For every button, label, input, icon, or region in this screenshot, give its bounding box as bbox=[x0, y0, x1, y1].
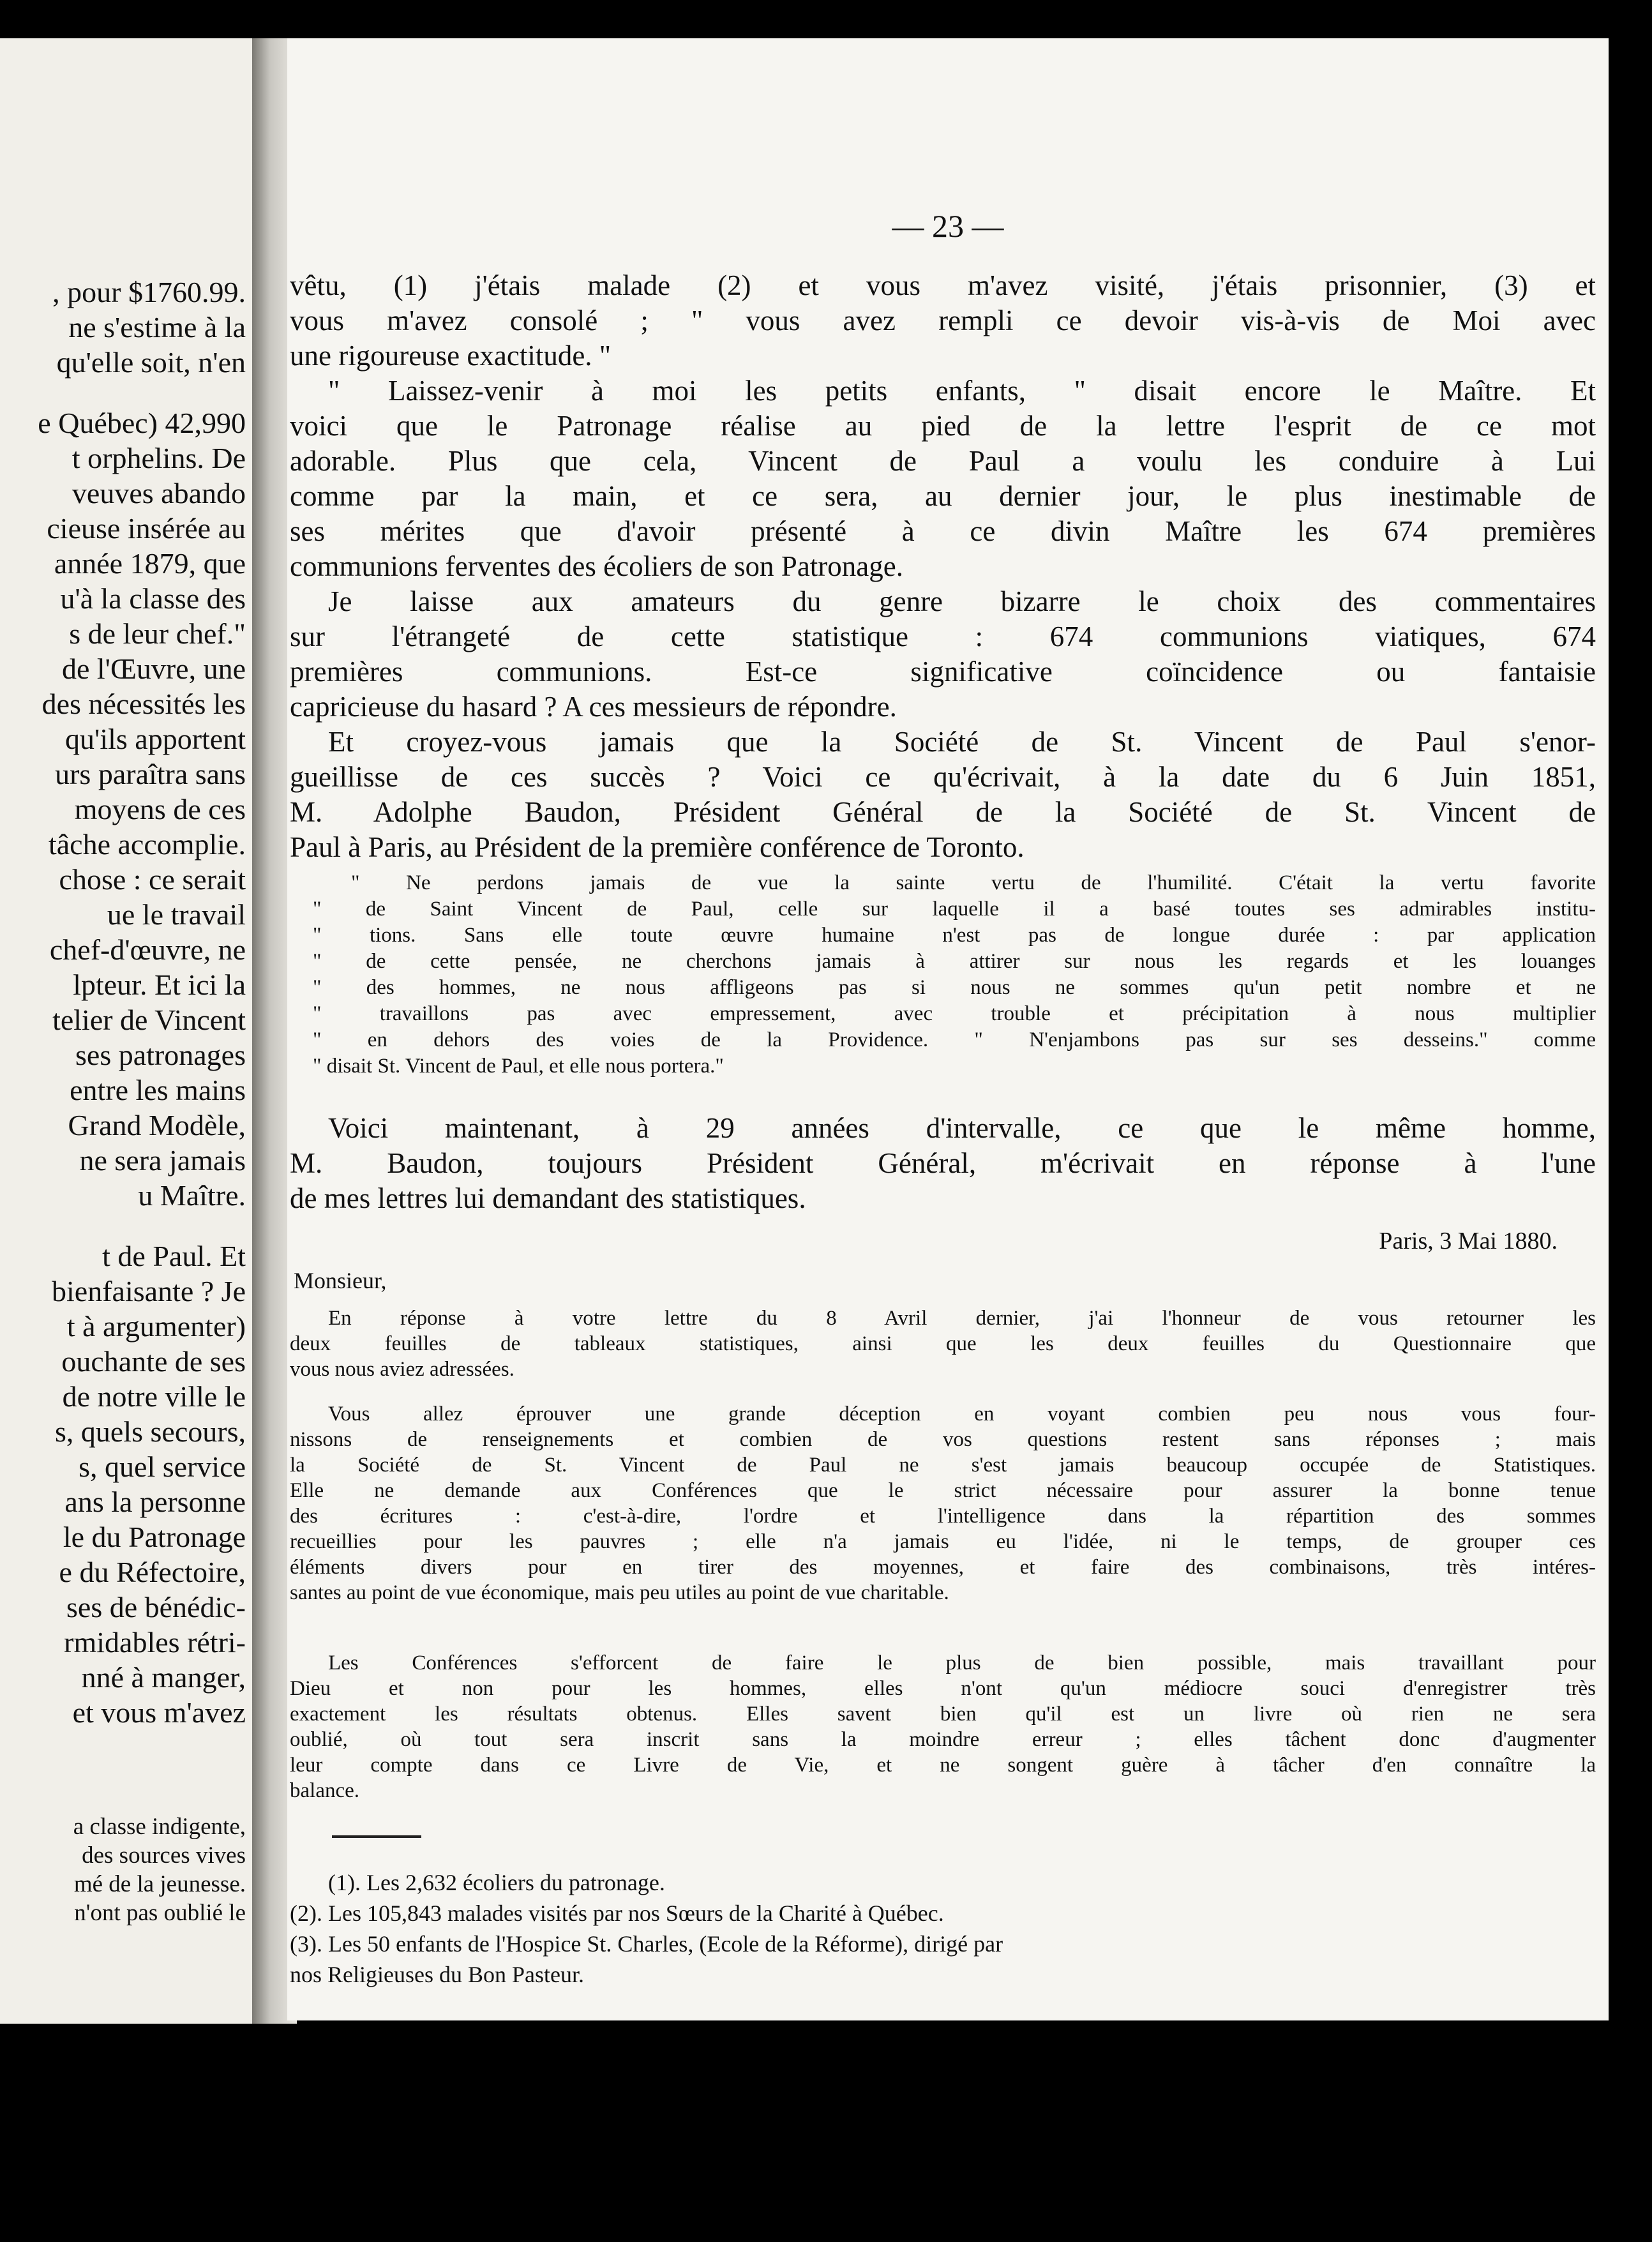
paragraph-2 bbox=[290, 373, 1596, 584]
left-text-line: ses patronages bbox=[75, 1039, 246, 1071]
text-line: En réponse à votre lettre du 8 Avril dernier, j'ai l'honneur de vous retourner les bbox=[328, 1307, 1596, 1330]
left-note-line: des sources vives bbox=[82, 1842, 246, 1869]
left-text-line: ne sera jamais bbox=[79, 1144, 246, 1177]
left-text-line: telier de Vincent bbox=[52, 1004, 246, 1036]
left-text-line: chef-d'œuvre, ne bbox=[49, 933, 246, 966]
text-line: recueillies pour les pauvres ; elle n'a jamais eu l'idée, ni le temps, de grouper ces bbox=[290, 1530, 1596, 1553]
text-line: " travaillons pas avec empressement, avec trouble et précipitation à nous multiplier bbox=[313, 1002, 1596, 1025]
left-text-line: urs paraîtra sans bbox=[55, 758, 246, 790]
quote-block bbox=[313, 870, 1596, 1080]
left-text-line: ue le travail bbox=[107, 898, 246, 931]
left-text-line: et vous m'avez bbox=[72, 1696, 246, 1729]
left-text-line: e du Réfectoire, bbox=[59, 1556, 246, 1588]
left-text-line: Grand Modèle, bbox=[68, 1109, 246, 1141]
text-line: oublié, où tout sera inscrit sans la moindre erreur ; elles tâchent donc d'augmenter bbox=[290, 1728, 1596, 1751]
text-line: Voici maintenant, à 29 années d'intervalle, ce que le même homme, bbox=[328, 1112, 1596, 1144]
text-line: de mes lettres lui demandant des statistiques. bbox=[290, 1182, 806, 1214]
left-text-line: des nécessités les bbox=[41, 688, 246, 720]
paragraph-1 bbox=[290, 268, 1596, 373]
letter-salutation: Monsieur, bbox=[294, 1268, 387, 1293]
left-text-line: t à argumenter) bbox=[66, 1310, 246, 1343]
text-line: la Société de St. Vincent de Paul ne s'est jamais beaucoup occupée de Statistiques. bbox=[290, 1454, 1596, 1477]
text-line: M. Baudon, toujours Président Général, m'écrivait en réponse à l'une bbox=[290, 1147, 1596, 1179]
left-text-line: s, quels secours, bbox=[55, 1415, 246, 1448]
text-line: exactement les résultats obtenus. Elles savent bien qu'il est un livre où rien ne sera bbox=[290, 1703, 1596, 1726]
left-text-line: année 1879, que bbox=[54, 547, 246, 580]
left-text-line: qu'elle soit, n'en bbox=[56, 346, 246, 379]
text-line: " tions. Sans elle toute œuvre humaine n'est pas de longue durée : par application bbox=[313, 924, 1596, 947]
left-text-line: de l'Œuvre, une bbox=[61, 652, 246, 685]
page-number: — 23 — bbox=[892, 208, 1004, 244]
left-text-line: cieuse insérée au bbox=[47, 512, 246, 545]
left-text-line: moyens de ces bbox=[74, 793, 246, 825]
left-text-line: lpteur. Et ici la bbox=[73, 968, 246, 1001]
text-line: leur compte dans ce Livre de Vie, et ne songent guère à tâcher d'en connaître la bbox=[290, 1754, 1596, 1777]
text-line: Et croyez-vous jamais que la Société de St. Vincent de Paul s'enor- bbox=[328, 726, 1596, 758]
left-text-line: t orphelins. De bbox=[71, 442, 246, 474]
paragraph-5 bbox=[290, 1111, 1596, 1216]
text-line: (2). Les 105,843 malades visités par nos Sœurs de la Charité à Québec. bbox=[290, 1900, 944, 1926]
letter-paragraph-2 bbox=[290, 1401, 1596, 1606]
text-line: deux feuilles de tableaux statistiques, ainsi que les deux feuilles du Questionnaire que bbox=[290, 1332, 1596, 1355]
text-line: (3). Les 50 enfants de l'Hospice St. Charles, (Ecole de la Réforme), dirigé par bbox=[290, 1931, 1003, 1957]
left-text-line: ne s'estime à la bbox=[68, 311, 246, 343]
text-line: sur l'étrangeté de cette statistique : 674 communions viatiques, 674 bbox=[290, 621, 1596, 652]
left-note-line: a classe indigente, bbox=[73, 1814, 246, 1840]
left-text-line: qu'ils apportent bbox=[65, 723, 246, 755]
text-line: voici que le Patronage réalise au pied de la lettre l'esprit de ce mot bbox=[290, 410, 1596, 442]
left-text-line: nné à manger, bbox=[81, 1661, 246, 1694]
text-line: Paul à Paris, au Président de la première conférence de Toronto. bbox=[290, 831, 1025, 863]
text-line: Vous allez éprouver une grande déception en voyant combien peu nous vous four- bbox=[328, 1403, 1596, 1426]
paragraph-3 bbox=[290, 584, 1596, 725]
left-text-line: bienfaisante ? Je bbox=[52, 1275, 246, 1307]
left-note-line: n'ont pas oublié le bbox=[74, 1900, 246, 1926]
left-text-line: ses de bénédic- bbox=[66, 1591, 246, 1623]
text-line: adorable. Plus que cela, Vincent de Paul a voulu les conduire à Lui bbox=[290, 445, 1596, 477]
left-text-line: u Maître. bbox=[138, 1179, 246, 1212]
left-text-line: entre les mains bbox=[70, 1074, 246, 1106]
text-line: communions ferventes des écoliers de son Patronage. bbox=[290, 550, 903, 582]
left-note-line: mé de la jeunesse. bbox=[73, 1871, 246, 1897]
text-line: premières communions. Est-ce significative coïncidence ou fantaisie bbox=[290, 656, 1596, 688]
text-line: santes au point de vue économique, mais peu utiles au point de vue charitable. bbox=[290, 1581, 949, 1604]
text-line: Les Conférences s'efforcent de faire le plus de bien possible, mais travaillant pour bbox=[328, 1651, 1596, 1674]
left-text-line: s, quel service bbox=[79, 1450, 246, 1483]
text-line: vous m'avez consolé ; " vous avez rempli ce devoir vis-à-vis de Moi avec bbox=[290, 305, 1596, 336]
text-line: balance. bbox=[290, 1779, 360, 1802]
left-text-line: rmidables rétri- bbox=[64, 1626, 246, 1659]
paragraph-4 bbox=[290, 725, 1596, 865]
text-line: " de cette pensée, ne cherchons jamais à attirer sur nous les regards et les louanges bbox=[313, 950, 1596, 973]
left-text-line: u'à la classe des bbox=[60, 582, 246, 615]
left-text-line: ouchante de ses bbox=[61, 1345, 246, 1378]
text-line: ses mérites que d'avoir présenté à ce divin Maître les 674 premières bbox=[290, 515, 1596, 547]
letter-date: Paris, 3 Mai 1880. bbox=[1379, 1228, 1558, 1254]
left-page-fragment bbox=[0, 38, 252, 2024]
text-line: (1). Les 2,632 écoliers du patronage. bbox=[328, 1870, 665, 1895]
letter-paragraph-1 bbox=[290, 1305, 1596, 1382]
text-line: Je laisse aux amateurs du genre bizarre le choix des commentaires bbox=[328, 585, 1596, 617]
text-line: gueillisse de ces succès ? Voici ce qu'écrivait, à la date du 6 Juin 1851, bbox=[290, 761, 1596, 793]
text-line: Elle ne demande aux Conférences que le strict nécessaire pour assurer la bonne tenue bbox=[290, 1479, 1596, 1502]
left-text-line: ans la personne bbox=[64, 1486, 246, 1518]
text-line: " en dehors des voies de la Providence. " N'enjambons pas sur ses desseins." comme bbox=[313, 1028, 1596, 1051]
text-line: vous nous aviez adressées. bbox=[290, 1358, 514, 1381]
text-line: nissons de renseignements et combien de vos questions restent sans réponses ; mais bbox=[290, 1428, 1596, 1451]
text-line: une rigoureuse exactitude. " bbox=[290, 340, 612, 372]
text-line: " des hommes, ne nous affligeons pas si nous ne sommes qu'un petit nombre et ne bbox=[313, 976, 1596, 999]
left-text-line: de notre ville le bbox=[62, 1380, 246, 1413]
left-text-line: veuves abando bbox=[71, 477, 246, 509]
text-line: éléments divers pour en tirer des moyennes, et faire des combinaisons, très intéres- bbox=[290, 1556, 1596, 1579]
left-text-line: le du Patronage bbox=[63, 1521, 246, 1553]
text-line: " Ne perdons jamais de vue la sainte vertu de l'humilité. C'était la vertu favorite bbox=[351, 871, 1596, 894]
text-line: vêtu, (1) j'étais malade (2) et vous m'avez visité, j'étais prisonnier, (3) et bbox=[290, 269, 1596, 301]
footnote-rule bbox=[332, 1835, 421, 1838]
text-line: comme par la main, et ce sera, au dernier jour, le plus inestimable de bbox=[290, 480, 1596, 512]
left-text-line: , pour $1760.99. bbox=[52, 276, 246, 308]
left-text-line: s de leur chef." bbox=[69, 617, 246, 650]
footnotes bbox=[290, 1867, 1596, 1990]
text-line: M. Adolphe Baudon, Président Général de la Société de St. Vincent de bbox=[290, 796, 1596, 828]
left-text-line: e Québec) 42,990 bbox=[38, 407, 246, 439]
text-line: capricieuse du hasard ? A ces messieurs de répondre. bbox=[290, 691, 897, 723]
letter-paragraph-3 bbox=[290, 1650, 1596, 1803]
left-text-line: chose : ce serait bbox=[59, 863, 246, 896]
text-line: " de Saint Vincent de Paul, celle sur laquelle il a basé toutes ses admirables institu- bbox=[313, 898, 1596, 921]
text-line: Dieu et non pour les hommes, elles n'ont qu'un médiocre souci d'enregistrer très bbox=[290, 1677, 1596, 1700]
left-text-line: tâche accomplie. bbox=[48, 828, 246, 861]
text-line: " Laissez-venir à moi les petits enfants, " disait encore le Maître. Et bbox=[328, 375, 1596, 407]
text-line: " disait St. Vincent de Paul, et elle nous portera." bbox=[313, 1055, 724, 1078]
right-page bbox=[287, 38, 1609, 2020]
text-line: des écritures : c'est-à-dire, l'ordre et l'intelligence dans la répartition des sommes bbox=[290, 1505, 1596, 1528]
text-line: nos Religieuses du Bon Pasteur. bbox=[290, 1962, 584, 1987]
left-text-line: t de Paul. Et bbox=[102, 1240, 246, 1272]
